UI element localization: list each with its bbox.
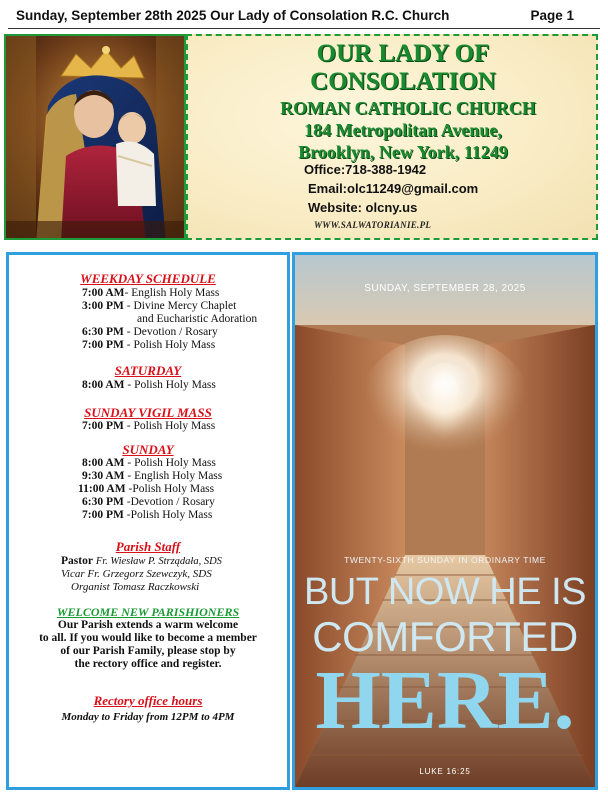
sunday-heading: SUNDAY [122,442,174,457]
address-line2: Brooklyn, New York, 11249 [298,142,508,162]
poster-date: SUNDAY, SEPTEMBER 28, 2025 [364,283,526,294]
madonna-photo [4,34,186,240]
sunday-poster [292,252,598,790]
header-date-church: Sunday, September 28th 2025 Our Lady of Consolation R.C. Church [16,8,450,23]
madonna-image [6,36,186,240]
vigil-row: 7:00 PM - Polish Holy Mass [82,420,216,432]
pastor-line: Pastor Fr. Wiesław P. Strządała, SDS [61,555,222,567]
sunday-row: 11:00 AM -Polish Holy Mass [78,483,215,495]
rectory-heading: Rectory office hours [93,693,203,708]
vicar-line: Vicar Fr. Grzegorz Szewczyk, SDS [61,568,212,580]
weekday-row: 3:00 PM - Divine Mercy Chaplet [82,300,237,312]
office-phone: Office:718-388-1942 [304,162,427,177]
staff-heading: Parish Staff [115,539,181,554]
sunday-row: 7:00 PM -Polish Holy Mass [82,509,213,521]
poster-line1: BUT NOW HE IS [303,571,587,613]
church-info-box [186,34,598,240]
saturday-row: 8:00 AM - Polish Holy Mass [82,379,216,391]
page-number: Page 1 [530,8,574,23]
welcome-text-line: the rectory office and register. [74,658,222,670]
www-link: WWW.SALWATORIANIE.PL [314,220,432,230]
church-subtitle: ROMAN CATHOLIC CHURCH [280,98,536,118]
sunday-row: 6:30 PM -Devotion / Rosary [82,496,215,508]
church-name-line1: OUR LADY OF [316,40,490,67]
weekday-row: and Eucharistic Adoration [137,313,258,325]
sunday-row: 9:30 AM - English Holy Mass [82,470,223,482]
weekday-heading: WEEKDAY SCHEDULE [80,271,216,286]
address-line1: 184 Metropolitan Avenue, [304,120,502,140]
sunday-row: 8:00 AM - Polish Holy Mass [82,457,216,469]
welcome-text-line: to all. If you would like to become a member [39,632,257,644]
website: Website: olcny.us [308,200,418,215]
organist-line: Organist Tomasz Raczkowski [71,581,200,593]
poster-occasion: TWENTY-SIXTH SUNDAY IN ORDINARY TIME [344,555,546,565]
poster-line3: HERE. [315,654,575,747]
saturday-heading: SATURDAY [114,363,182,378]
poster-citation: LUKE 16:25 [419,767,471,776]
email-address: Email:olc11249@gmail.com [308,181,479,196]
weekday-row: 7:00 PM - Polish Holy Mass [82,339,216,351]
weekday-row: 7:00 AM- English Holy Mass [82,287,220,299]
poster-line2: COMFORTED [312,613,578,660]
church-header [4,34,598,242]
vigil-heading: SUNDAY VIGIL MASS [84,405,212,420]
page-header [8,6,600,29]
welcome-heading: WELCOME NEW PARISHIONERS [56,605,240,619]
welcome-text-line: of our Parish Family, please stop by [60,645,236,657]
church-name-line2: CONSOLATION [310,68,496,95]
mass-schedule-panel [6,252,290,790]
rectory-hours: Monday to Friday from 12PM to 4PM [61,711,235,723]
weekday-row: 6:30 PM - Devotion / Rosary [82,326,218,338]
welcome-text-line: Our Parish extends a warm welcome [57,619,239,631]
